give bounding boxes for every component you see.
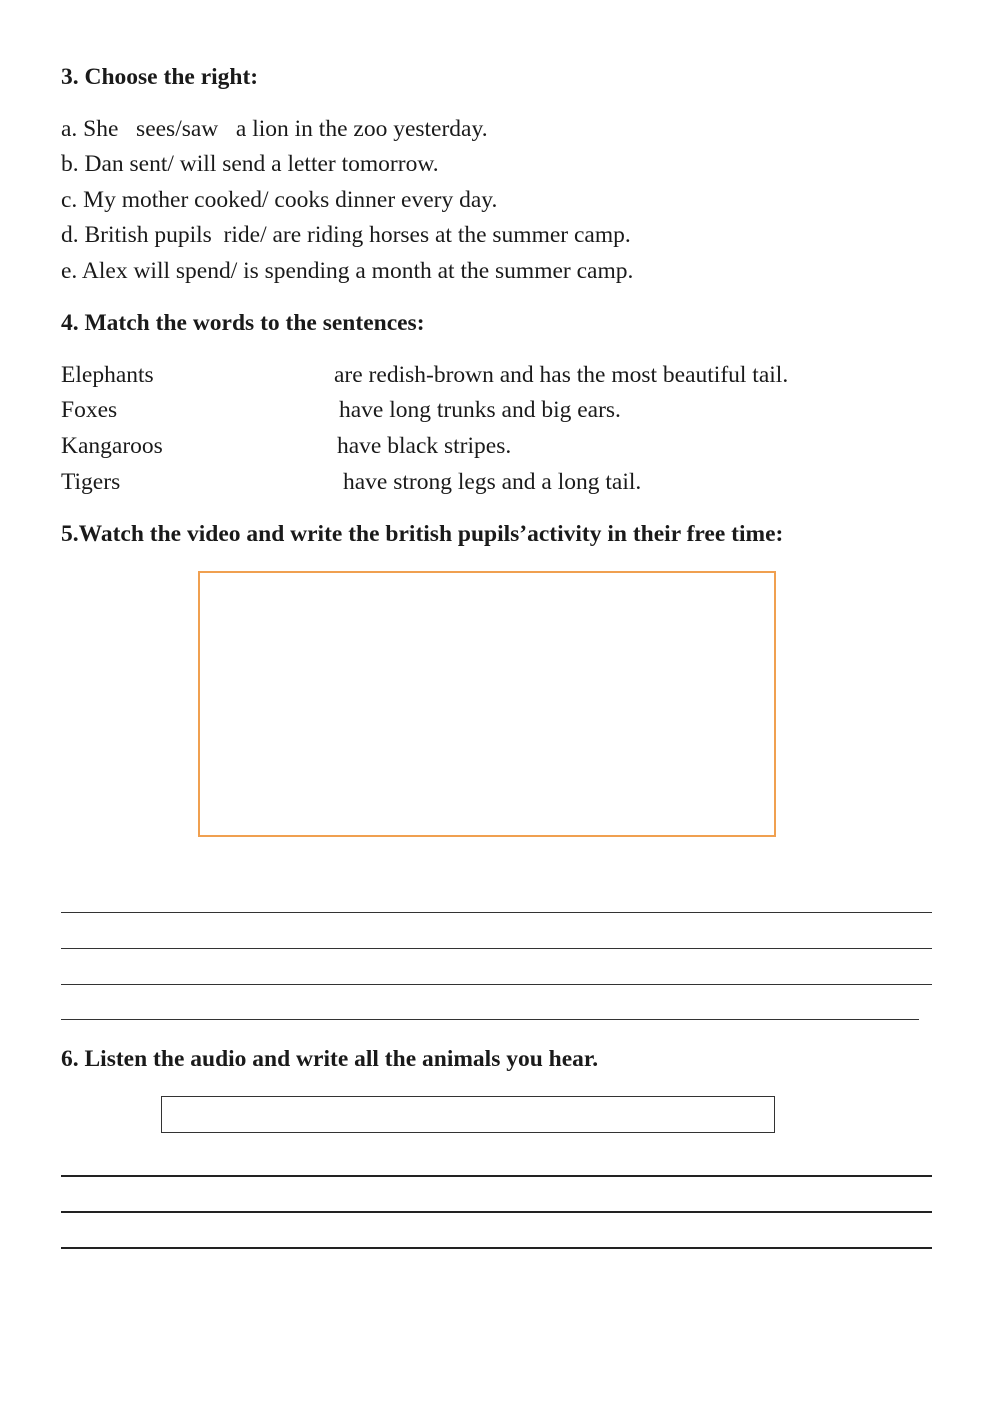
match-word-elephants: Elephants [61, 362, 154, 388]
section-4-heading: 4. Match the words to the sentences: [61, 310, 425, 336]
match-word-foxes: Foxes [61, 397, 118, 423]
section-5-heading: 5.Watch the video and write the british pupils’activity in their free time: [61, 521, 784, 547]
video-placeholder[interactable] [198, 571, 776, 837]
choice-item-e: e. Alex will spend/ is spending a month at the summer camp. [61, 258, 634, 284]
match-word-kangaroos: Kangaroos [61, 433, 163, 459]
section-6-heading: 6. Listen the audio and write all the animals you hear. [61, 1046, 599, 1072]
match-sentence-4: have strong legs and a long tail. [343, 469, 642, 495]
match-sentence-1: are redish-brown and has the most beautiful tail. [334, 362, 789, 388]
answer-line[interactable] [61, 1247, 932, 1249]
match-sentence-3: have black stripes. [337, 433, 512, 459]
answer-line[interactable] [61, 948, 932, 949]
answer-line[interactable] [61, 984, 932, 985]
match-word-tigers: Tigers [61, 469, 121, 495]
answer-line[interactable] [61, 1019, 919, 1020]
choice-item-b: b. Dan sent/ will send a letter tomorrow. [61, 151, 439, 177]
audio-placeholder[interactable] [161, 1096, 775, 1133]
answer-line[interactable] [61, 1175, 932, 1177]
answer-line[interactable] [61, 912, 932, 913]
choice-item-d: d. British pupils ride/ are riding horses at the summer camp. [61, 222, 631, 248]
match-sentence-2: have long trunks and big ears. [339, 397, 621, 423]
choice-item-a: a. She sees/saw a lion in the zoo yesterday. [61, 116, 488, 142]
choice-item-c: c. My mother cooked/ cooks dinner every day. [61, 187, 498, 213]
section-3-heading: 3. Choose the right: [61, 64, 259, 90]
answer-line[interactable] [61, 1211, 932, 1213]
